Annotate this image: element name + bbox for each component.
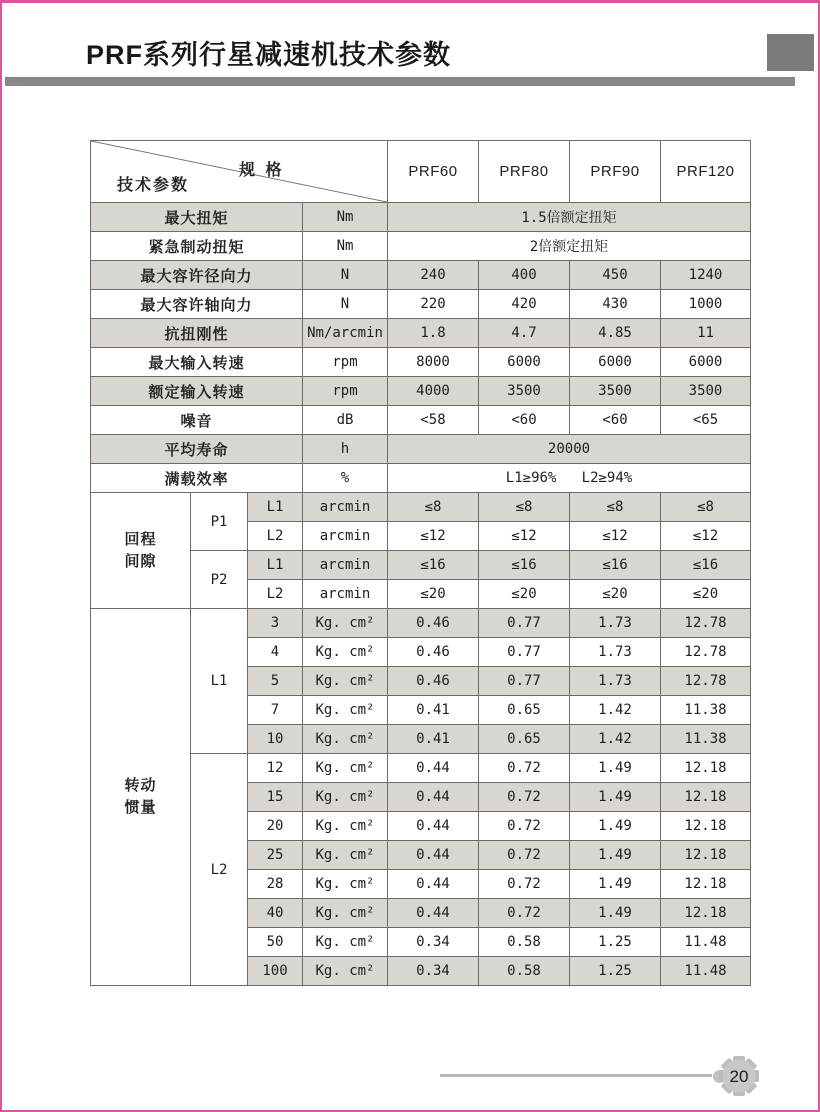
value-cell: 11.48 <box>661 957 751 986</box>
value-cell: 3500 <box>479 377 570 406</box>
unit-cell: Nm/arcmin <box>303 319 388 348</box>
value-cell: ≤12 <box>388 522 479 551</box>
value-cell: ≤16 <box>661 551 751 580</box>
grade-label-cell: P1 <box>191 493 248 551</box>
value-cell: 0.72 <box>479 754 570 783</box>
section-label-inertia <box>91 609 191 986</box>
footer-line <box>440 1074 712 1077</box>
unit-cell: Kg. cm² <box>303 870 388 899</box>
table-header-row <box>91 141 751 203</box>
value-cell: ≤8 <box>570 493 661 522</box>
value-cell: 0.44 <box>388 754 479 783</box>
unit-cell: arcmin <box>303 522 388 551</box>
unit-cell: rpm <box>303 377 388 406</box>
value-cell: 1.8 <box>388 319 479 348</box>
value-cell: 6000 <box>661 348 751 377</box>
value-cell: 0.34 <box>388 928 479 957</box>
value-cell: 1.49 <box>570 754 661 783</box>
spec-col-header: PRF120 <box>661 141 751 203</box>
unit-cell: N <box>303 261 388 290</box>
value-cell: 1.73 <box>570 638 661 667</box>
unit-cell: N <box>303 290 388 319</box>
value-cell: 1.49 <box>570 899 661 928</box>
param-label-cell: 满载效率 <box>91 464 303 493</box>
unit-cell: Kg. cm² <box>303 957 388 986</box>
stage-cell: L1 <box>248 493 303 522</box>
value-cell: 430 <box>570 290 661 319</box>
unit-cell: Kg. cm² <box>303 812 388 841</box>
page-title: PRF系列行星减速机技术参数 <box>86 40 451 70</box>
unit-cell: Kg. cm² <box>303 899 388 928</box>
value-cell: ≤20 <box>661 580 751 609</box>
value-cell: 1.73 <box>570 609 661 638</box>
ratio-cell: 4 <box>248 638 303 667</box>
ratio-cell: 40 <box>248 899 303 928</box>
unit-cell: Kg. cm² <box>303 667 388 696</box>
value-cell: 1.49 <box>570 841 661 870</box>
value-cell: <58 <box>388 406 479 435</box>
value-cell: 2倍额定扭矩 <box>388 232 751 261</box>
value-cell: 0.58 <box>479 928 570 957</box>
value-cell: 0.34 <box>388 957 479 986</box>
value-cell: 0.46 <box>388 638 479 667</box>
spec-table <box>90 140 751 986</box>
value-cell: <65 <box>661 406 751 435</box>
unit-cell: h <box>303 435 388 464</box>
value-cell: 400 <box>479 261 570 290</box>
value-cell: 6000 <box>570 348 661 377</box>
value-cell: 0.72 <box>479 783 570 812</box>
value-cell: 12.18 <box>661 841 751 870</box>
value-cell: 0.77 <box>479 667 570 696</box>
table-row <box>91 406 751 435</box>
value-cell: 11.38 <box>661 725 751 754</box>
value-cell: 0.72 <box>479 812 570 841</box>
section-label-line: 间隙 <box>124 552 157 570</box>
value-cell: 6000 <box>479 348 570 377</box>
value-cell: ≤12 <box>570 522 661 551</box>
value-cell: 1.25 <box>570 928 661 957</box>
value-cell: 12.18 <box>661 812 751 841</box>
value-cell: 12.78 <box>661 638 751 667</box>
value-cell: 3500 <box>570 377 661 406</box>
table-row <box>91 290 751 319</box>
unit-cell: Kg. cm² <box>303 696 388 725</box>
value-cell: 0.65 <box>479 696 570 725</box>
unit-cell: Kg. cm² <box>303 841 388 870</box>
page-number: 20 <box>729 1067 749 1086</box>
value-cell: ≤8 <box>661 493 751 522</box>
section-label-line: 转动 <box>124 777 157 794</box>
value-cell: ≤20 <box>570 580 661 609</box>
ratio-cell: 20 <box>248 812 303 841</box>
spec-col-header: PRF60 <box>388 141 479 203</box>
value-cell: 1.42 <box>570 696 661 725</box>
value-cell: 1.5倍额定扭矩 <box>388 203 751 232</box>
value-cell: 4.85 <box>570 319 661 348</box>
unit-cell: arcmin <box>303 580 388 609</box>
spec-col-header: PRF90 <box>570 141 661 203</box>
unit-cell: dB <box>303 406 388 435</box>
value-cell: 12.18 <box>661 754 751 783</box>
value-cell: 0.46 <box>388 667 479 696</box>
value-cell: 11.48 <box>661 928 751 957</box>
table-row <box>91 319 751 348</box>
section-label-backlash <box>91 493 191 609</box>
ratio-cell: 12 <box>248 754 303 783</box>
value-cell: 0.44 <box>388 899 479 928</box>
unit-cell: Kg. cm² <box>303 783 388 812</box>
value-cell: 12.18 <box>661 899 751 928</box>
value-cell: ≤16 <box>479 551 570 580</box>
param-label-cell: 噪音 <box>91 406 303 435</box>
value-cell: <60 <box>479 406 570 435</box>
value-cell: 0.65 <box>479 725 570 754</box>
unit-cell: Kg. cm² <box>303 609 388 638</box>
value-cell: 0.58 <box>479 957 570 986</box>
value-cell: 420 <box>479 290 570 319</box>
value-cell: 12.18 <box>661 870 751 899</box>
ratio-cell: 50 <box>248 928 303 957</box>
unit-cell: Kg. cm² <box>303 754 388 783</box>
value-cell: 11.38 <box>661 696 751 725</box>
unit-cell: Nm <box>303 203 388 232</box>
stage-cell: L2 <box>248 522 303 551</box>
param-label-cell: 最大容许轴向力 <box>91 290 303 319</box>
gear-page-badge <box>715 1052 763 1100</box>
param-label-cell: 额定输入转速 <box>91 377 303 406</box>
unit-cell: % <box>303 464 388 493</box>
value-cell: 0.41 <box>388 696 479 725</box>
grade-label-cell: P2 <box>191 551 248 609</box>
value-cell: 20000 <box>388 435 751 464</box>
value-cell: 1.42 <box>570 725 661 754</box>
param-label-cell: 平均寿命 <box>91 435 303 464</box>
value-cell: 3500 <box>661 377 751 406</box>
spec-col-header: PRF80 <box>479 141 570 203</box>
value-cell: 1.49 <box>570 783 661 812</box>
value-cell: 0.44 <box>388 841 479 870</box>
param-label-cell: 最大输入转速 <box>91 348 303 377</box>
value-cell: 11 <box>661 319 751 348</box>
value-cell: 0.44 <box>388 812 479 841</box>
value-cell: 12.18 <box>661 783 751 812</box>
value-cell: <60 <box>570 406 661 435</box>
value-cell: 1.49 <box>570 812 661 841</box>
ratio-cell: 28 <box>248 870 303 899</box>
value-cell: 0.77 <box>479 638 570 667</box>
value-cell: 1000 <box>661 290 751 319</box>
section-label-line: 回程 <box>124 530 157 548</box>
value-cell: L1≥96% L2≥94% <box>388 464 751 493</box>
value-cell: 0.44 <box>388 870 479 899</box>
section-label-line: 惯量 <box>124 799 157 816</box>
corner-spec-label: 规 格 <box>239 162 285 179</box>
unit-cell: Kg. cm² <box>303 928 388 957</box>
table-row <box>91 232 751 261</box>
value-cell: ≤16 <box>570 551 661 580</box>
table-row <box>91 493 751 522</box>
value-cell: ≤16 <box>388 551 479 580</box>
corner-block <box>767 34 814 71</box>
table-row <box>91 464 751 493</box>
unit-cell: Kg. cm² <box>303 638 388 667</box>
param-label-cell: 紧急制动扭矩 <box>91 232 303 261</box>
value-cell: 0.72 <box>479 899 570 928</box>
stage-cell: L1 <box>248 551 303 580</box>
table-row <box>91 203 751 232</box>
ratio-cell: 100 <box>248 957 303 986</box>
value-cell: ≤12 <box>661 522 751 551</box>
ratio-cell: 25 <box>248 841 303 870</box>
value-cell: 4.7 <box>479 319 570 348</box>
value-cell: 12.78 <box>661 667 751 696</box>
table-row <box>91 609 751 638</box>
value-cell: 1240 <box>661 261 751 290</box>
value-cell: 0.72 <box>479 870 570 899</box>
value-cell: ≤20 <box>388 580 479 609</box>
ratio-cell: 7 <box>248 696 303 725</box>
stage-cell: L2 <box>248 580 303 609</box>
table-corner-cell <box>91 141 388 203</box>
table-row <box>91 435 751 464</box>
ratio-cell: 15 <box>248 783 303 812</box>
ratio-cell: 3 <box>248 609 303 638</box>
param-label-cell: 抗扭刚性 <box>91 319 303 348</box>
value-cell: 450 <box>570 261 661 290</box>
value-cell: 12.78 <box>661 609 751 638</box>
table-row <box>91 348 751 377</box>
value-cell: 220 <box>388 290 479 319</box>
value-cell: 8000 <box>388 348 479 377</box>
value-cell: 1.49 <box>570 870 661 899</box>
value-cell: ≤12 <box>479 522 570 551</box>
param-label-cell: 最大扭矩 <box>91 203 303 232</box>
value-cell: 0.41 <box>388 725 479 754</box>
ratio-cell: 5 <box>248 667 303 696</box>
value-cell: 0.44 <box>388 783 479 812</box>
stage-group-cell: L2 <box>191 754 248 986</box>
unit-cell: Kg. cm² <box>303 725 388 754</box>
value-cell: 240 <box>388 261 479 290</box>
value-cell: 0.72 <box>479 841 570 870</box>
value-cell: 1.25 <box>570 957 661 986</box>
ratio-cell: 10 <box>248 725 303 754</box>
unit-cell: Nm <box>303 232 388 261</box>
value-cell: ≤8 <box>479 493 570 522</box>
unit-cell: arcmin <box>303 493 388 522</box>
unit-cell: rpm <box>303 348 388 377</box>
value-cell: ≤8 <box>388 493 479 522</box>
table-row <box>91 261 751 290</box>
title-underline-bar <box>5 77 795 86</box>
value-cell: 0.77 <box>479 609 570 638</box>
value-cell: 1.73 <box>570 667 661 696</box>
stage-group-cell: L1 <box>191 609 248 754</box>
value-cell: ≤20 <box>479 580 570 609</box>
unit-cell: arcmin <box>303 551 388 580</box>
param-label-cell: 最大容许径向力 <box>91 261 303 290</box>
value-cell: 4000 <box>388 377 479 406</box>
table-row <box>91 377 751 406</box>
value-cell: 0.46 <box>388 609 479 638</box>
corner-param-label: 技术参数 <box>117 177 190 194</box>
